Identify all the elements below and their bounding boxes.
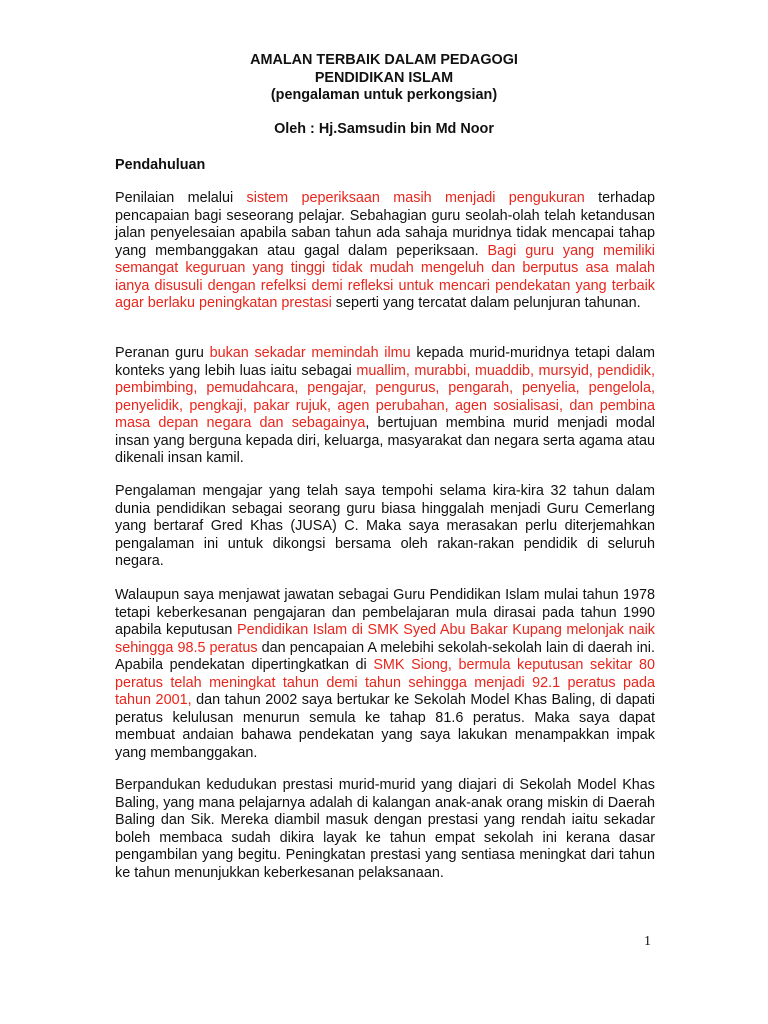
body-text: Peranan guru [115, 345, 210, 361]
body-text: Walaupun saya menjawat jawatan sebagai Guru Pendidikan Islam mulai tahun 1978 tetapi keberkesanan pengajaran dan pembelajaran mula dirasai pada tahun 1990 apabila keputusan [115, 587, 655, 638]
author-line: Oleh : Hj.Samsudin bin Md Noor [274, 121, 494, 137]
highlighted-text: muallim, murabbi, muaddib, mursyid, pendidik, pembimbing, pemudahcara, pengajar, pengurus, pengarah, penyelia, pengelola, penyelidik, pengkaji, pakar rujuk, agen perubahan, agen sosialisasi, dan pembina masa depan negara dan sebagainya [115, 362, 656, 431]
highlighted-text: sistem peperiksaan masih menjadi pengukuran [246, 190, 585, 206]
title-line-3: (pengalaman untuk perkongsian) [270, 87, 498, 103]
document-title [0, 52, 768, 105]
title-line-2: PENDIDIKAN ISLAM [314, 69, 454, 86]
paragraph-4 [115, 587, 655, 762]
body-text: kepada murid-muridnya tetapi dalam konteks yang lebih luas iaitu sebagai [115, 345, 655, 379]
section-heading: Pendahuluan [115, 157, 206, 173]
body-text: dan tahun 2002 saya bertukar ke Sekolah Model Khas Baling, di dapati peratus kelulusan menurun semula ke tahap 81.6 peratus. Maka saya dapat membuat andaian bahawa pendekatan yang saya lakukan menampakkan impak yang membanggakan. [115, 692, 655, 761]
highlighted-text: Pendidikan Islam di SMK Syed Abu Bakar Kupang melonjak naik sehingga 98.5 peratus [115, 622, 655, 656]
paragraph-5 [115, 777, 655, 882]
paragraph-3 [115, 483, 655, 571]
paragraph-2 [115, 345, 655, 468]
body-text: terhadap pencapaian bagi seseorang pelajar. Sebahagian guru seolah-olah telah ketandusan jalan penyelesaian apabila saban tahun ada sahaja muridnya tidak mencapai tahap yang membanggakan atau gagal dalam peperiksaan. [115, 190, 655, 259]
body-text: Berpandukan kedudukan prestasi murid-murid yang diajari di Sekolah Model Khas Baling, yang mana pelajarnya adalah di kalangan anak-anak orang miskin di Daerah Baling dan Sik. Mereka diambil masuk dengan prestasi yang rendah iaitu sekadar boleh membaca sudah dikira layak ke tahun empat sekolah ini kerana dasar pengambilan yang begitu. Peningkatan prestasi yang sentiasa meningkat dari tahun ke tahun menunjukkan keberkesanan pelaksanaan. [115, 777, 655, 881]
body-text: dan pencapaian A melebihi sekolah-sekolah lain di daerah ini. Apabila pendekatan dipertingkatkan di [115, 639, 655, 673]
body-text: Pengalaman mengajar yang telah saya tempohi selama kira-kira 32 tahun dalam dunia pendidikan sebagai seorang guru biasa hinggalah menjadi Guru Cemerlang yang bertaraf Gred Khas (JUSA) C. Maka saya merasakan perlu diterjemahkan pengalaman ini untuk dikongsi bersama oleh rakan-rakan pendidik di seluruh negara. [115, 483, 655, 569]
body-text: Penilaian melalui [115, 190, 247, 206]
highlighted-text: bukan sekadar memindah ilmu [209, 345, 411, 361]
highlighted-text: Bagi guru yang memiliki semangat keguruan yang tinggi tidak mudah mengeluh dan berputus asa malah ianya disusuli dengan refelksi demi refleksi untuk mencari pendekatan yang terbaik agar berlaku peningkatan prestasi [115, 242, 655, 311]
body-text: seperti yang tercatat dalam pelunjuran tahunan. [331, 295, 641, 311]
paragraph-1 [115, 190, 655, 313]
body-text: , bertujuan membina murid menjadi modal insan yang berguna kepada diri, keluarga, masyarakat dan negara serta agama atau dikenali insan kamil. [115, 415, 655, 466]
page-number: 1 [644, 934, 651, 949]
highlighted-text: SMK Siong, bermula keputusan sekitar 80 peratus telah meningkat tahun demi tahun sehingga menjadi 92.1 peratus pada tahun 2001, [115, 657, 655, 708]
title-line-1: AMALAN TERBAIK DALAM PEDAGOGI [250, 52, 518, 68]
